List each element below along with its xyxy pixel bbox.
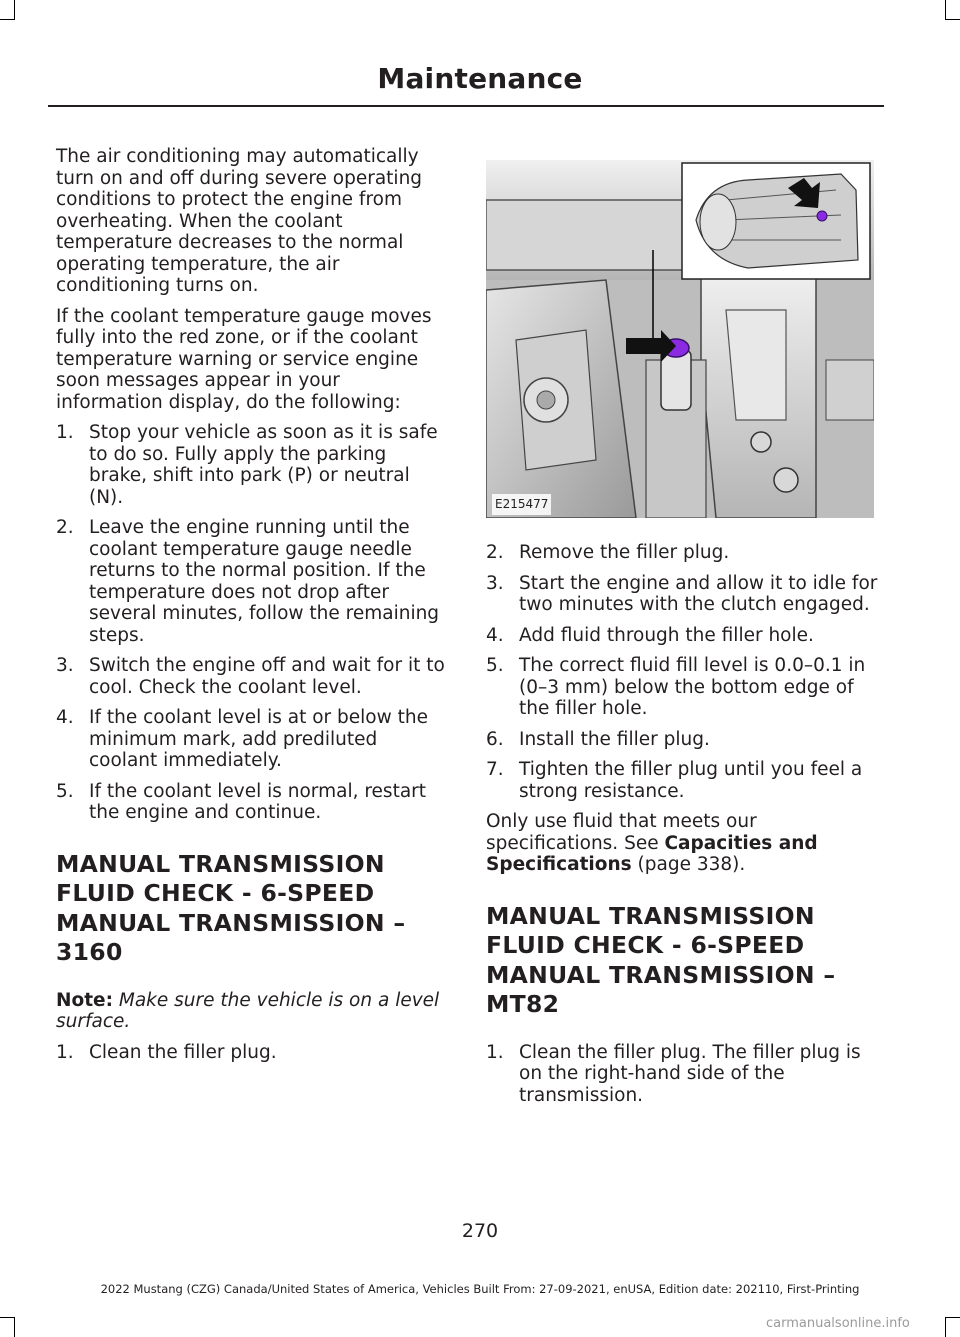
- step-text: The correct fluid fill level is 0.0–0.1 in (0–3 mm) below the bottom edge of the filler hole.: [519, 655, 866, 719]
- intro-paragraph: The air conditioning may automatically turn on and off during severe operating conditions to protect the engine from overheating. When the coolant temperature decreases to the normal operating temperature, the air conditioning turns on.: [56, 146, 423, 296]
- crop-mark: [945, 1317, 946, 1337]
- left-column: [56, 146, 448, 1072]
- step-text: If the coolant level is at or below the minimum mark, add prediluted coolant immediately.: [89, 707, 428, 771]
- step-text: Clean the filler plug. The filler plug is on the right-hand side of the transmission.: [519, 1041, 861, 1106]
- crop-mark: [0, 1317, 15, 1318]
- heading-line: MANUAL TRANSMISSION –: [56, 908, 406, 937]
- step-text: Tighten the filler plug until you feel a strong resistance.: [519, 759, 863, 802]
- list-item: [486, 655, 880, 720]
- list-item: [56, 781, 448, 824]
- crop-mark: [945, 0, 946, 20]
- step-number: 4.: [486, 624, 504, 646]
- step-text: Clean the filler plug.: [89, 1041, 277, 1063]
- list-item: [486, 542, 880, 564]
- step-number: 5.: [56, 780, 74, 802]
- step-number: 3.: [486, 572, 504, 594]
- step-number: 1.: [56, 422, 74, 443]
- list-item: [56, 1042, 448, 1064]
- transmission-filler-plug-figure: [486, 160, 874, 518]
- note-text: Make sure the vehicle is on a level surface.: [56, 989, 440, 1032]
- step-number: 7.: [486, 759, 504, 780]
- page-number: 270: [461, 1220, 499, 1242]
- intro-paragraph: If the coolant temperature gauge moves fully into the red zone, or if the coolant temperature warning or service engine soon messages appear in your information display, do the following:: [56, 305, 432, 413]
- heading-line: FLUID CHECK - 6-SPEED: [56, 879, 375, 907]
- heading-line: MANUAL TRANSMISSION: [486, 901, 815, 930]
- list-item: [56, 517, 448, 646]
- list-item: [56, 707, 448, 772]
- capacities-specifications-link[interactable]: Capacities and Specifications: [486, 832, 818, 875]
- list-item: [486, 573, 880, 616]
- spec-page-ref: (page 338).: [631, 854, 746, 875]
- step-text: Add fluid through the filler hole.: [519, 624, 814, 646]
- transmission-illustration: [486, 160, 874, 518]
- step-text: Start the engine and allow it to idle for two minutes with the clutch engaged.: [519, 572, 878, 615]
- spec-text: Only use fluid that meets our specifications. See: [486, 811, 757, 854]
- list-item: [486, 729, 880, 751]
- heading-line: MANUAL TRANSMISSION –: [486, 960, 836, 989]
- step-number: 3.: [56, 655, 74, 676]
- 3160-steps-list: [56, 1042, 448, 1064]
- page-title: Maintenance: [377, 62, 583, 95]
- crop-mark: [945, 19, 960, 20]
- step-number: 5.: [486, 655, 504, 676]
- footer-edition-info: 2022 Mustang (CZG) Canada/United States of America, Vehicles Built From: 27-09-2021, enUSA, Edition date: 202110, First-Printing: [100, 1282, 860, 1296]
- heading-line: 3160: [56, 938, 123, 966]
- step-text: If the coolant level is normal, restart the engine and continue.: [89, 780, 427, 823]
- mt82-steps-list: [486, 1042, 880, 1107]
- crop-mark: [14, 1317, 15, 1337]
- list-item: [56, 655, 448, 698]
- list-item: [486, 625, 880, 647]
- step-number: 4.: [56, 707, 74, 728]
- step-number: 1.: [56, 1041, 74, 1063]
- heading-line: MT82: [486, 990, 560, 1018]
- overheat-steps-list: [56, 422, 448, 824]
- watermark: carmanualsonline.info: [766, 1316, 910, 1331]
- step-number: 1.: [486, 1041, 504, 1063]
- step-number: 6.: [486, 728, 504, 750]
- list-item: [486, 759, 880, 802]
- step-text: Install the filler plug.: [519, 728, 710, 750]
- note: [56, 990, 448, 1033]
- fluid-spec-paragraph: [486, 811, 880, 876]
- step-text: Remove the filler plug.: [519, 542, 730, 563]
- list-item: [56, 422, 448, 508]
- section-heading-3160: [56, 850, 448, 968]
- right-column: [486, 160, 880, 1115]
- step-text: Leave the engine running until the coolant temperature gauge needle returns to the normal position. If the temperature does not drop after several minutes, follow the remaining steps.: [89, 517, 440, 646]
- heading-line: FLUID CHECK - 6-SPEED: [486, 931, 805, 959]
- filler-steps-list: [486, 542, 880, 802]
- step-text: Switch the engine off and wait for it to cool. Check the coolant level.: [89, 655, 445, 698]
- step-number: 2.: [486, 542, 504, 563]
- figure-code: E215477: [492, 494, 551, 516]
- note-label: Note:: [56, 989, 113, 1011]
- step-number: 2.: [56, 517, 74, 538]
- list-item: [486, 1042, 880, 1107]
- section-heading-mt82: [486, 902, 880, 1020]
- step-text: Stop your vehicle as soon as it is safe to do so. Fully apply the parking brake, shift into park (P) or neutral (N).: [89, 422, 438, 508]
- crop-mark: [14, 0, 15, 20]
- heading-line: MANUAL TRANSMISSION: [56, 849, 385, 878]
- crop-mark: [0, 19, 15, 20]
- header-divider: [48, 105, 884, 107]
- crop-mark: [945, 1317, 960, 1318]
